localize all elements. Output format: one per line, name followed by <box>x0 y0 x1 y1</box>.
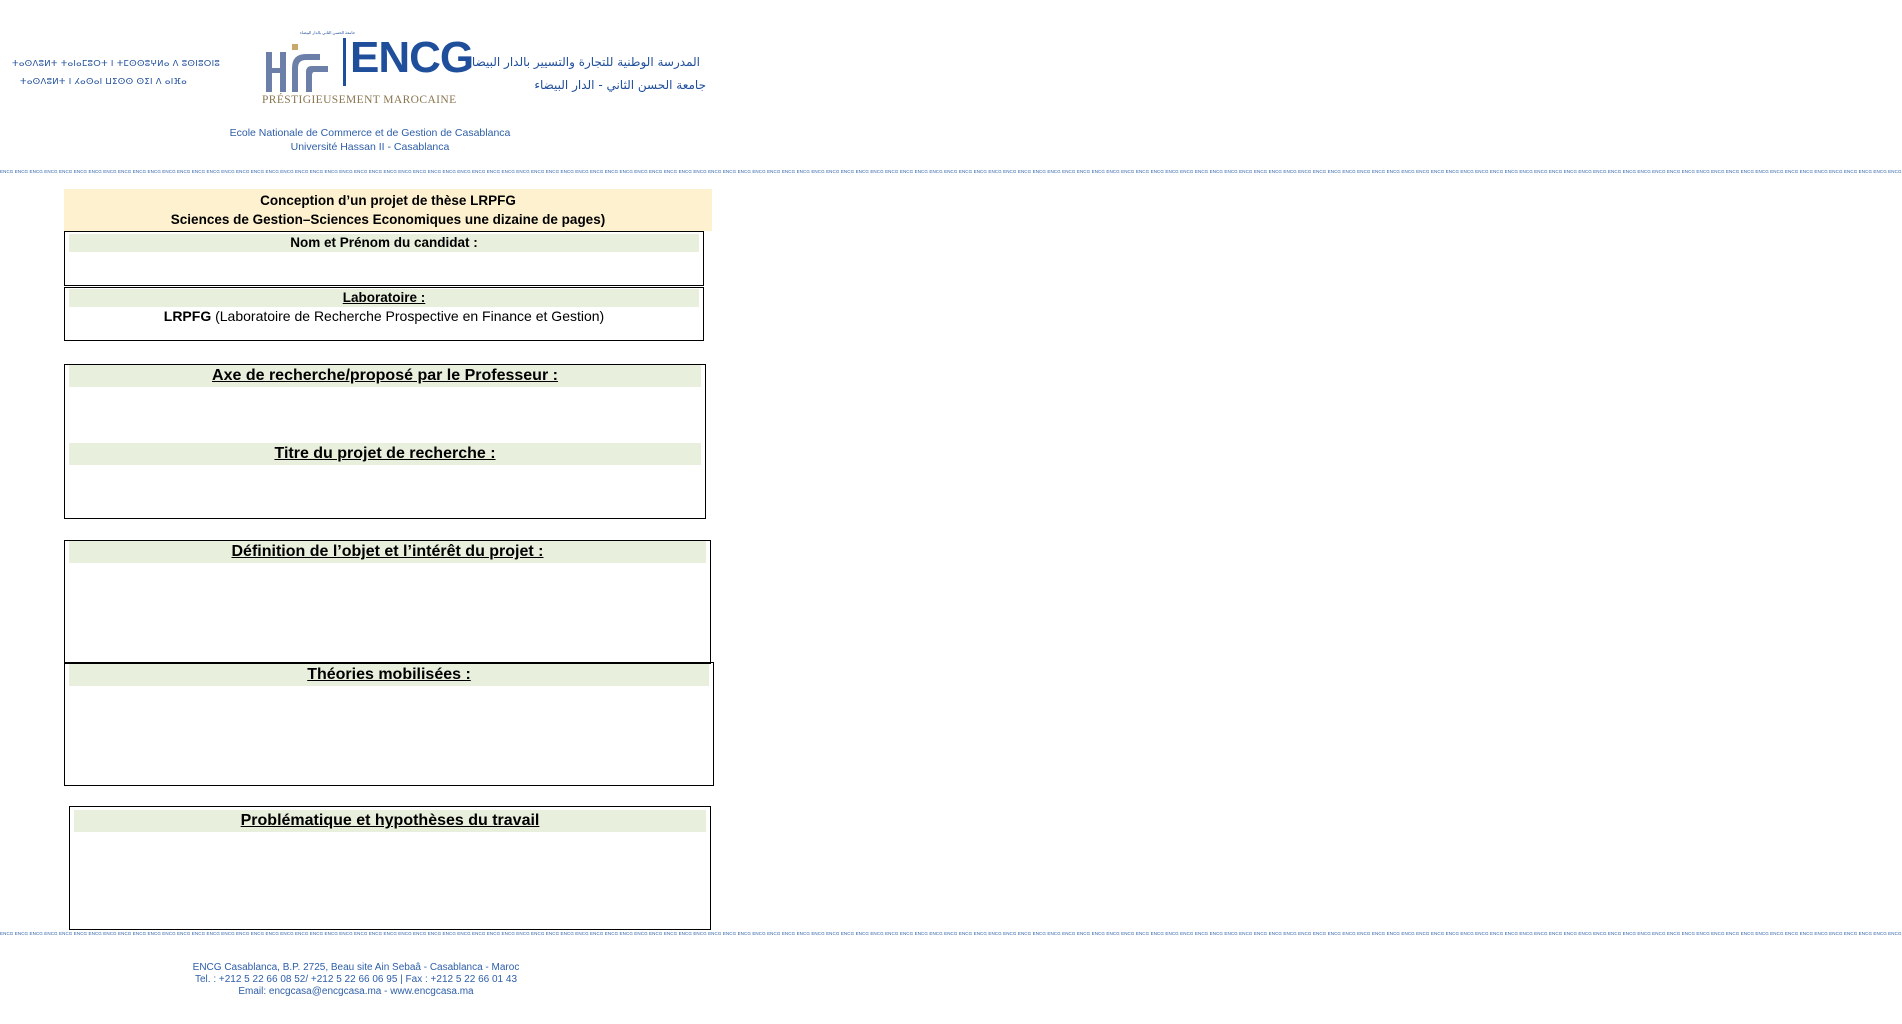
problem-label: Problématique et hypothèses du travail <box>74 810 706 832</box>
laboratory-value <box>65 307 703 325</box>
arabic-school-name: المدرسة الوطنية للتجارة والتسيير بالدار البيضاء <box>466 55 700 69</box>
encg-stripe-top: ENCG ENCG ENCG ENCG ENCG ENCG ENCG ENCG ENCG ENCG ENCG ENCG ENCG ENCG ENCG ENCG ENCG ENCG ENCG ENCG ENCG ENCG ENCG ENCG ENCG ENCG ENCG ENCG ENCG ENCG ENCG ENCG ENCG ENCG ENCG ENCG ENCG ENCG ENCG ENCG ENCG ENCG ENCG ENCG ENCG ENCG ENCG ENCG ENCG ENCG ENCG ENCG ENCG ENCG ENCG ENCG ENCG ENCG ENCG ENCG ENCG ENCG ENCG ENCG ENCG ENCG ENCG ENCG ENCG ENCG ENCG ENCG ENCG ENCG ENCG ENCG ENCG ENCG ENCG ENCG ENCG ENCG ENCG ENCG ENCG ENCG ENCG ENCG ENCG ENCG ENCG ENCG ENCG ENCG ENCG ENCG ENCG ENCG ENCG ENCG ENCG ENCG ENCG ENCG ENCG ENCG ENCG ENCG ENCG ENCG ENCG ENCG ENCG ENCG ENCG ENCG ENCG ENCG ENCG ENCG ENCG ENCG ENCG ENCG ENCG ENCG ENCG ENCG ENCG <box>0 169 1902 174</box>
definition-label: Définition de l’objet et l’intérêt du projet : <box>69 541 706 563</box>
theories-section <box>64 662 714 786</box>
title-line-1: Conception d’un projet de thèse LRPFG <box>260 193 516 208</box>
candidate-section <box>64 231 704 286</box>
logo-wordmark: ENCG <box>350 33 474 82</box>
university-emblem-icon <box>262 38 342 100</box>
problem-section <box>69 806 711 930</box>
tifinagh-university-name: ⵜⴰⵙⴷⵓⵍⵜ ⵏ ⵃⴰⵙⴰⵏ ⵡⵉⵙⵙ ⵙⵉⵏ ⴷ ⴰⵏⴼⴰ <box>20 77 188 87</box>
theories-label: Théories mobilisées : <box>69 664 709 686</box>
university-name: Université Hassan II - Casablanca <box>290 141 450 153</box>
tifinagh-school-name: ⵜⴰⵙⴷⵓⵍⵜ ⵜⴰⵏⴰⵎⵓⵔⵜ ⵏ ⵜⵎⵙⵙⵓⵖⵍⴰ ⴷ ⵓⵙⵏⵓⵔⵏⵓ <box>12 59 221 69</box>
research-axis-section <box>64 364 706 519</box>
laboratory-section <box>64 287 704 341</box>
research-axis-label: Axe de recherche/proposé par le Professeur : <box>69 365 701 387</box>
logo-tagline: PRÉSTIGIEUSEMENT MAROCAINE <box>262 94 457 106</box>
logo-university-text: جامعة الحسن الثاني بالدار البيضاء <box>300 30 356 35</box>
footer-phone: Tel. : +212 5 22 66 08 52/ +212 5 22 66 06 95 | Fax : +212 5 22 66 01 43 <box>194 974 518 985</box>
laboratory-abbr: LRPFG <box>163 308 212 324</box>
project-title-label: Titre du projet de recherche : <box>69 443 701 465</box>
footer-address: ENCG Casablanca, B.P. 2725, Beau site Ain Sebaâ - Casablanca - Maroc <box>192 962 520 973</box>
title-line-2: Sciences de Gestion–Sciences Economiques une dizaine de pages) <box>170 212 606 227</box>
laboratory-full-name: (Laboratoire de Recherche Prospective en Finance et Gestion) <box>211 308 605 324</box>
document-title <box>64 189 712 231</box>
definition-section <box>64 540 711 664</box>
logo-divider <box>343 38 346 86</box>
footer-contact: Email: encgcasa@encgcasa.ma - www.encgcasa.ma <box>238 986 474 997</box>
school-name: Ecole Nationale de Commerce et de Gestion de Casablanca <box>229 127 511 139</box>
arabic-university-name: جامعة الحسن الثاني - الدار البيضاء <box>534 78 706 92</box>
encg-stripe-bottom: ENCG ENCG ENCG ENCG ENCG ENCG ENCG ENCG ENCG ENCG ENCG ENCG ENCG ENCG ENCG ENCG ENCG ENCG ENCG ENCG ENCG ENCG ENCG ENCG ENCG ENCG ENCG ENCG ENCG ENCG ENCG ENCG ENCG ENCG ENCG ENCG ENCG ENCG ENCG ENCG ENCG ENCG ENCG ENCG ENCG ENCG ENCG ENCG ENCG ENCG ENCG ENCG ENCG ENCG ENCG ENCG ENCG ENCG ENCG ENCG ENCG ENCG ENCG ENCG ENCG ENCG ENCG ENCG ENCG ENCG ENCG ENCG ENCG ENCG ENCG ENCG ENCG ENCG ENCG ENCG ENCG ENCG ENCG ENCG ENCG ENCG ENCG ENCG ENCG ENCG ENCG ENCG ENCG ENCG ENCG ENCG ENCG ENCG ENCG ENCG ENCG ENCG ENCG ENCG ENCG ENCG ENCG ENCG ENCG ENCG ENCG ENCG ENCG ENCG ENCG ENCG ENCG ENCG ENCG ENCG ENCG ENCG ENCG ENCG ENCG ENCG ENCG ENCG ENCG <box>0 931 1902 936</box>
candidate-label: Nom et Prénom du candidat : <box>69 234 699 252</box>
laboratory-label: Laboratoire : <box>69 289 699 307</box>
